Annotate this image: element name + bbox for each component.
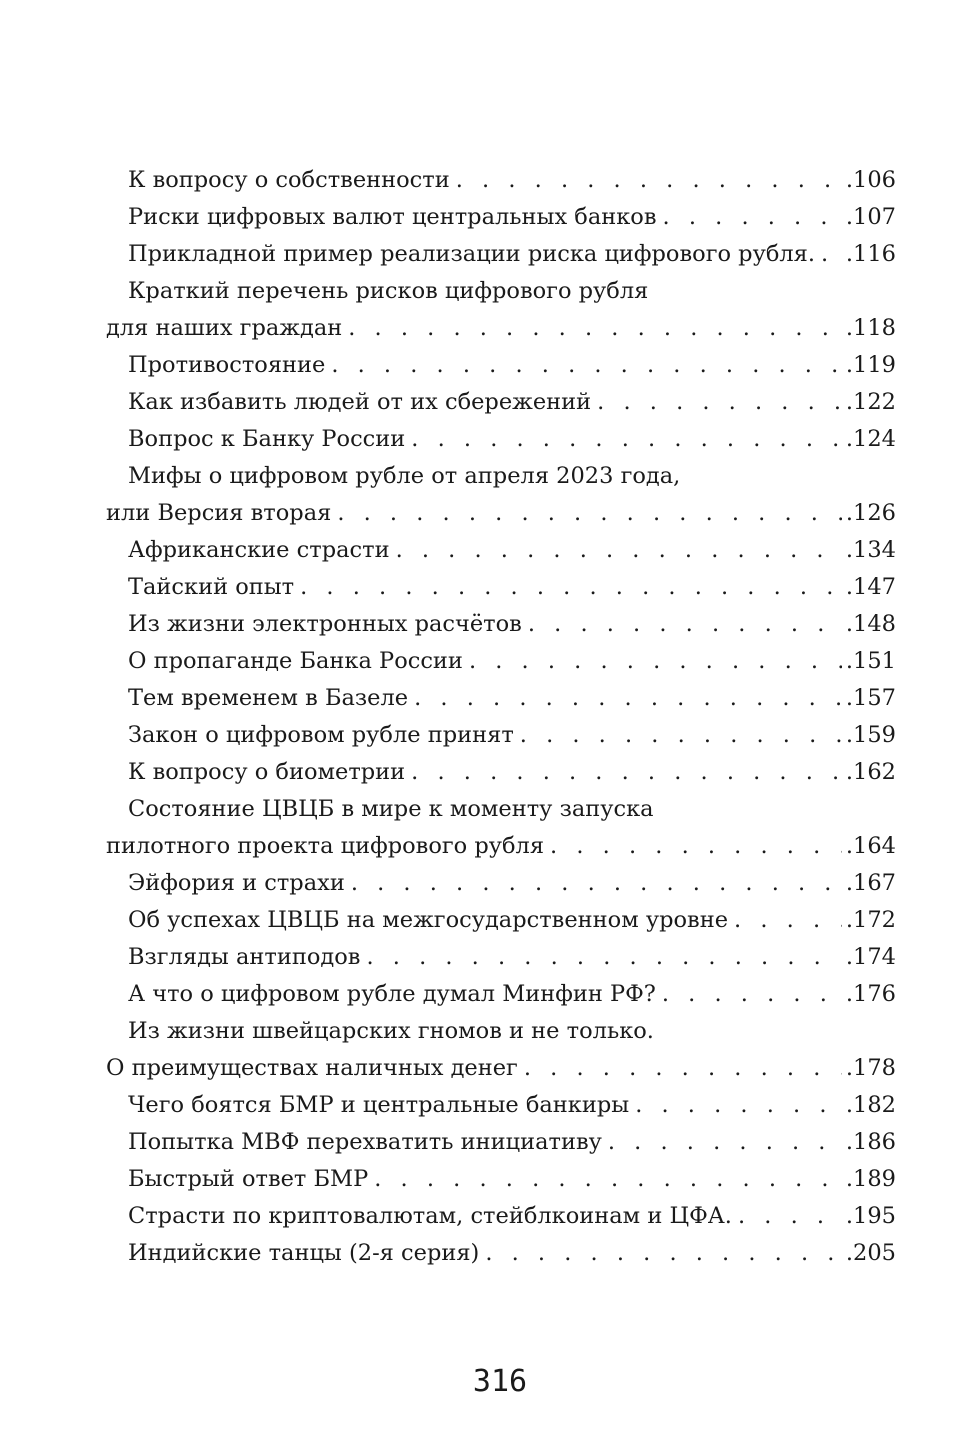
toc-entry-page: .119	[845, 352, 896, 378]
toc-entry-title: Чего боятся БМР и центральные банкиры	[128, 1092, 630, 1118]
toc-entry-title: Противостояние	[128, 352, 326, 378]
table-of-contents	[106, 162, 896, 1272]
toc-entry-title: О пропаганде Банка России	[128, 648, 463, 674]
toc-entry-page: .134	[845, 537, 896, 563]
toc-dot-leader	[520, 717, 842, 754]
toc-entry-title: Мифы о цифровом рубле от апреля 2023 года,	[128, 463, 681, 489]
toc-entry-title: К вопросу о собственности	[128, 167, 450, 193]
toc-entry	[106, 1124, 896, 1161]
toc-entry	[106, 236, 896, 273]
toc-entry	[106, 754, 896, 791]
toc-entry-page: .174	[845, 944, 896, 970]
toc-entry-title: Страсти по криптовалютам, стейблкоинам и ЦФА.	[128, 1203, 732, 1229]
toc-entry-page: .164	[845, 833, 896, 859]
toc-entry-page: .124	[845, 426, 896, 452]
toc-entry-title: Тайский опыт	[128, 574, 295, 600]
toc-entry-page: .157	[845, 685, 896, 711]
toc-entry-page: .205	[845, 1240, 896, 1266]
toc-entry-title: Прикладной пример реализации риска цифрового рубля.	[128, 241, 816, 267]
toc-entry-page: .118	[845, 315, 896, 341]
toc-entry-page: .182	[845, 1092, 896, 1118]
toc-entry-page: .151	[845, 648, 896, 674]
toc-entry	[106, 902, 896, 939]
toc-entry-title: К вопросу о биометрии	[128, 759, 406, 785]
toc-dot-leader	[608, 1124, 842, 1161]
toc-entry	[106, 1161, 896, 1198]
toc-entry	[106, 162, 896, 199]
toc-entry-title: Риски цифровых валют центральных банков	[128, 204, 657, 230]
toc-entry-title: Индийские танцы (2-я серия)	[128, 1240, 480, 1266]
toc-entry-page: .159	[845, 722, 896, 748]
toc-dot-leader	[300, 569, 842, 606]
toc-entry-title: Взгляды антиподов	[128, 944, 361, 970]
toc-entry	[106, 458, 896, 495]
toc-entry	[106, 1087, 896, 1124]
toc-entry-page: .172	[845, 907, 896, 933]
toc-entry-title: Из жизни электронных расчётов	[128, 611, 522, 637]
toc-dot-leader	[411, 754, 842, 791]
toc-entry-title: Об успехах ЦВЦБ на межгосударственном уровне	[128, 907, 729, 933]
toc-dot-leader	[374, 1161, 842, 1198]
toc-entry-title: Состояние ЦВЦБ в мире к моменту запуска	[128, 796, 654, 822]
toc-entry-title: для наших граждан	[106, 315, 343, 341]
toc-entry	[106, 828, 896, 865]
toc-entry	[106, 310, 896, 347]
toc-entry	[106, 347, 896, 384]
toc-dot-leader	[734, 902, 842, 939]
toc-entry-page: .106	[845, 167, 896, 193]
toc-entry	[106, 273, 896, 310]
toc-dot-leader	[528, 606, 842, 643]
toc-dot-leader	[396, 532, 842, 569]
toc-dot-leader	[635, 1087, 842, 1124]
toc-entry	[106, 717, 896, 754]
toc-entry-title: Из жизни швейцарских гномов и не только.	[128, 1018, 654, 1044]
toc-entry-title: О преимуществах наличных денег	[106, 1055, 518, 1081]
toc-entry	[106, 532, 896, 569]
toc-dot-leader	[366, 939, 841, 976]
toc-entry-title: пилотного проекта цифрового рубля	[106, 833, 545, 859]
toc-entry	[106, 421, 896, 458]
toc-entry	[106, 939, 896, 976]
toc-entry	[106, 569, 896, 606]
toc-entry-page: .195	[845, 1203, 896, 1229]
toc-dot-leader	[524, 1050, 842, 1087]
toc-entry-page: .176	[845, 981, 896, 1007]
toc-dot-leader	[469, 643, 842, 680]
page-number: 316	[472, 1364, 528, 1399]
toc-entry-page: .147	[845, 574, 896, 600]
toc-entry-title: Эйфория и страхи	[128, 870, 345, 896]
toc-dot-leader	[348, 310, 842, 347]
toc-dot-leader	[663, 199, 842, 236]
toc-entry-page: .122	[845, 389, 896, 415]
toc-entry-title: Закон о цифровом рубле принят	[128, 722, 514, 748]
toc-entry	[106, 976, 896, 1013]
toc-dot-leader	[351, 865, 842, 902]
toc-dot-leader	[662, 976, 842, 1013]
toc-entry-page: .126	[845, 500, 896, 526]
toc-entry	[106, 1013, 896, 1050]
toc-entry-page: .186	[845, 1129, 896, 1155]
toc-dot-leader	[738, 1198, 842, 1235]
toc-entry-title: А что о цифровом рубле думал Минфин РФ?	[128, 981, 656, 1007]
toc-dot-leader	[414, 680, 842, 717]
toc-entry	[106, 495, 896, 532]
toc-entry-title: Вопрос к Банку России	[128, 426, 406, 452]
toc-dot-leader	[821, 236, 842, 273]
toc-entry-page: .162	[845, 759, 896, 785]
toc-entry-page: .167	[845, 870, 896, 896]
toc-dot-leader	[411, 421, 842, 458]
toc-dot-leader	[485, 1235, 842, 1272]
toc-entry	[106, 791, 896, 828]
toc-entry-title: Африканские страсти	[128, 537, 390, 563]
toc-entry	[106, 643, 896, 680]
toc-entry-page: .189	[845, 1166, 896, 1192]
toc-entry	[106, 199, 896, 236]
toc-entry-page: .107	[845, 204, 896, 230]
toc-entry-title: Попытка МВФ перехватить инициативу	[128, 1129, 602, 1155]
toc-dot-leader	[331, 347, 842, 384]
toc-entry-page: .148	[845, 611, 896, 637]
toc-dot-leader	[337, 495, 842, 532]
toc-dot-leader	[456, 162, 842, 199]
toc-dot-leader	[597, 384, 842, 421]
toc-entry-title: Как избавить людей от их сбережений	[128, 389, 592, 415]
toc-entry-page: .178	[845, 1055, 896, 1081]
toc-entry	[106, 865, 896, 902]
toc-entry	[106, 606, 896, 643]
toc-entry-page: .116	[845, 241, 896, 267]
toc-entry-title: Краткий перечень рисков цифрового рубля	[128, 278, 649, 304]
toc-entry-title: или Версия вторая	[106, 500, 332, 526]
toc-entry	[106, 680, 896, 717]
toc-entry	[106, 1050, 896, 1087]
toc-entry-title: Тем временем в Базеле	[128, 685, 409, 711]
toc-entry	[106, 384, 896, 421]
toc-entry	[106, 1198, 896, 1235]
toc-entry-title: Быстрый ответ БМР	[128, 1166, 369, 1192]
toc-dot-leader	[550, 828, 842, 865]
toc-entry	[106, 1235, 896, 1272]
